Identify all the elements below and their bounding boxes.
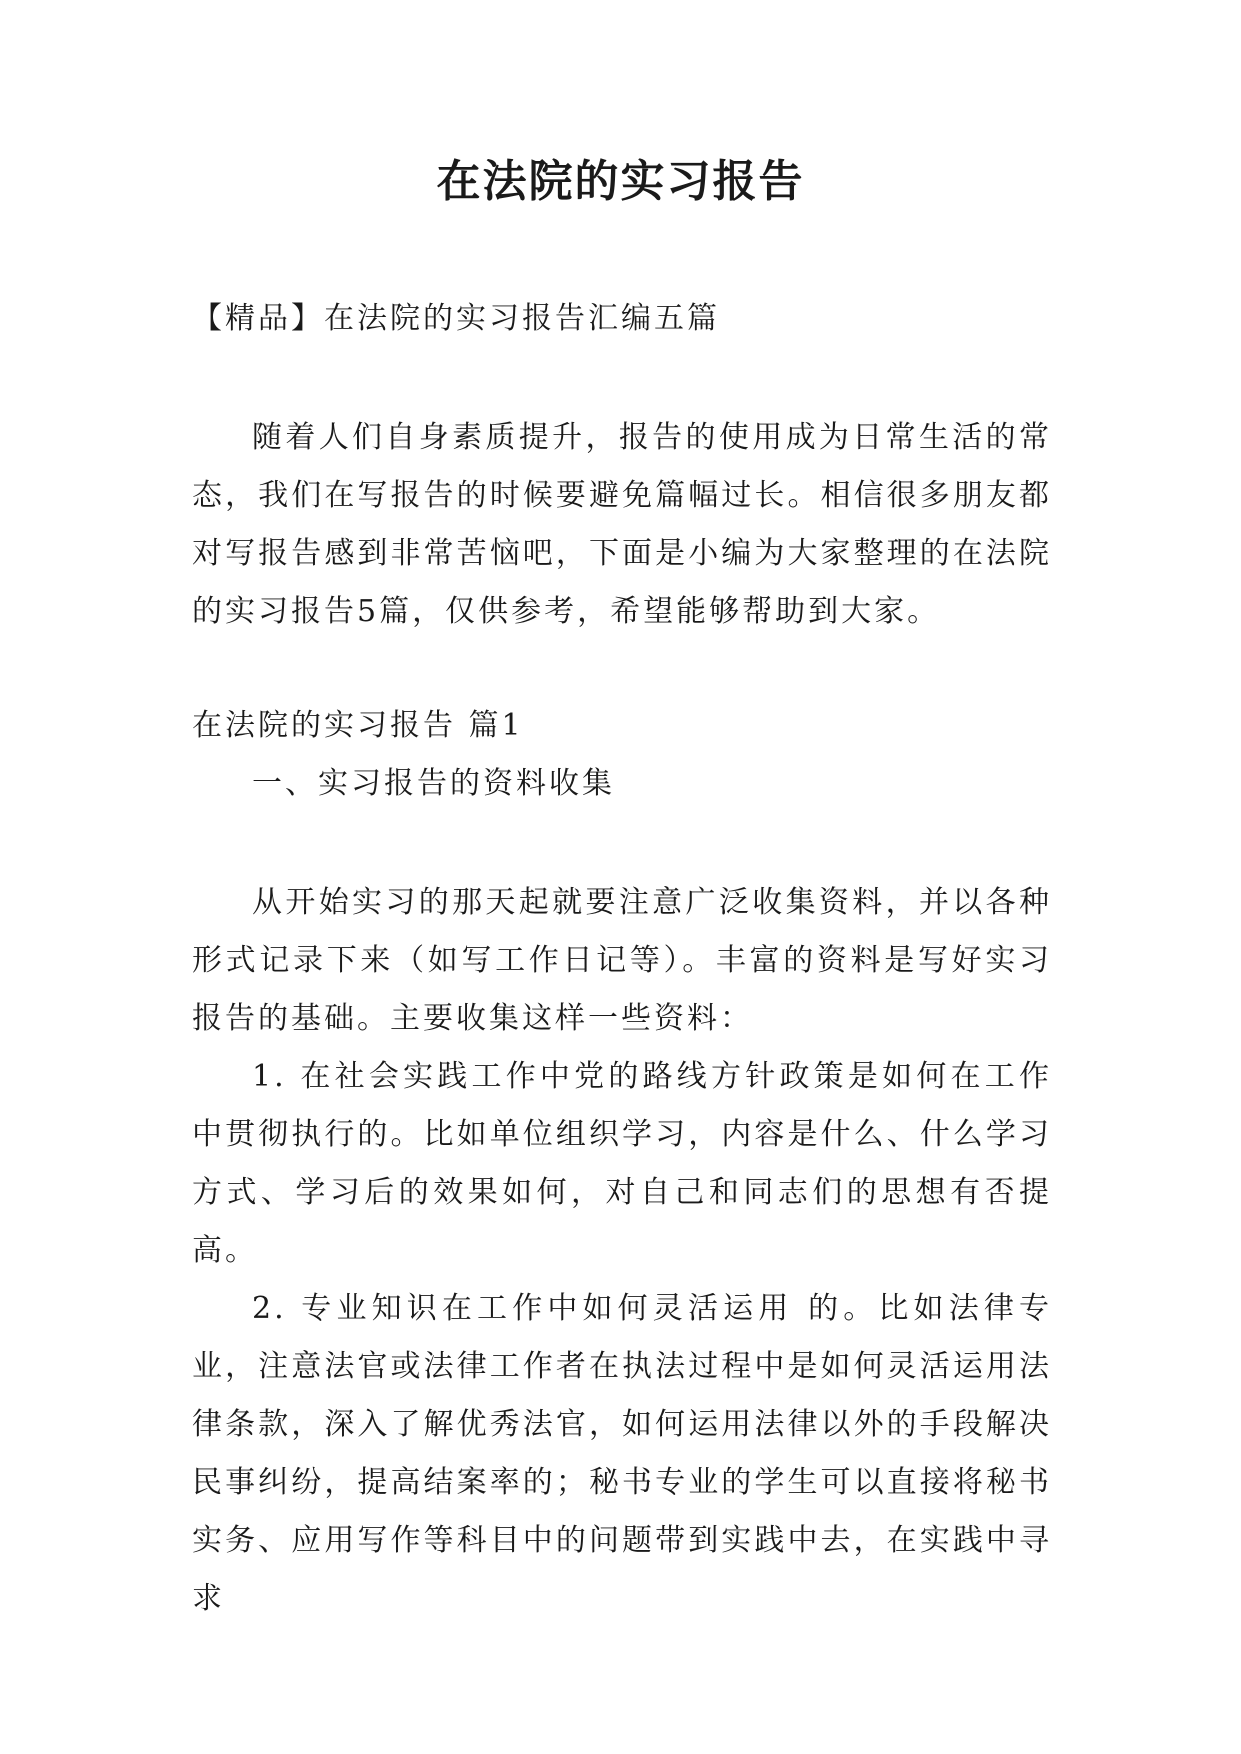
body-paragraph: 1. 在社会实践工作中党的路线方针政策是如何在工作中贯彻执行的。比如单位组织学习，内容是什么、什么学习方式、学习后的效果如何，对自己和同志们的思想有否提高。 — [192, 1059, 1052, 1268]
subsection-heading — [192, 755, 1052, 813]
section-heading: 在法院的实习报告 篇1 — [192, 708, 524, 743]
intro-text: 随着人们自身素质提升，报告的使用成为日常生活的常态，我们在写报告的时候要避免篇幅过长。相信很多朋友都对写报告感到非常苦恼吧，下面是小编为大家整理的在法院的实习报告5篇，仅供参考，希望能够帮助到大家。 — [192, 420, 1052, 629]
body-paragraph: 2. 专业知识在工作中如何灵活运用 的。比如法律专业，注意法官或法律工作者在执法过程中是如何灵活运用法律条款，深入了解优秀法官，如何运用法律以外的手段解决民事纠纷，提高结案率的；秘书专业的学生可以直接将秘书实务、应用写作等科目中的问题带到实践中去，在实践中寻求 — [192, 1291, 1052, 1616]
subsection-heading-text: 一、实习报告的资料收集 — [252, 766, 615, 801]
document-subtitle: 【精品】在法院的实习报告汇编五篇 — [192, 301, 720, 336]
document-title: 在法院的实习报告 — [436, 156, 805, 207]
intro-paragraph — [192, 409, 1052, 641]
body-text — [192, 874, 1052, 1628]
body-paragraph: 从开始实习的那天起就要注意广泛收集资料，并以各种形式记录下来（如写工作日记等）。丰富的资料是写好实习报告的基础。主要收集这样一些资料： — [192, 885, 1052, 1036]
